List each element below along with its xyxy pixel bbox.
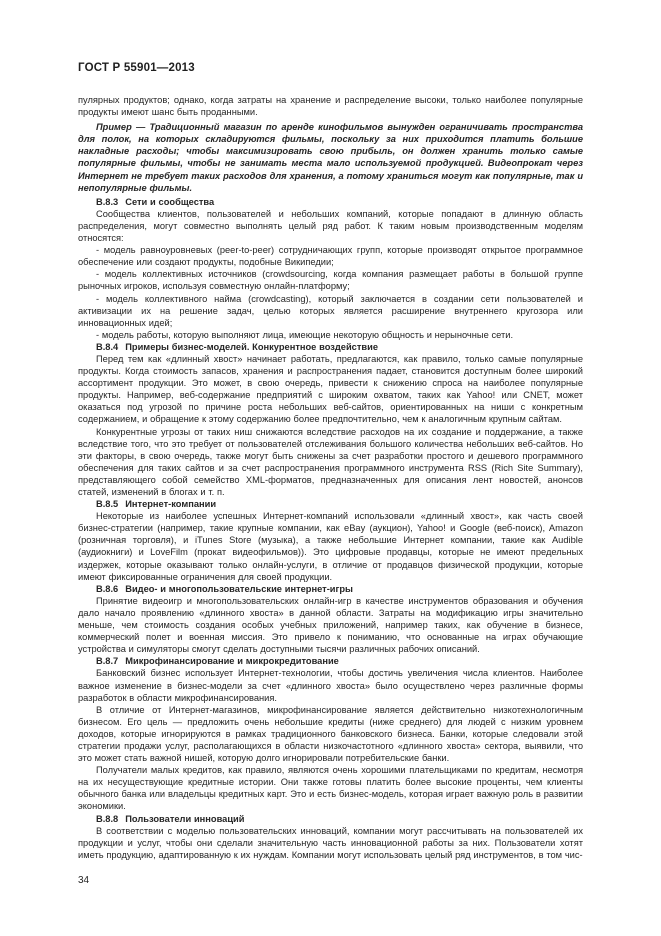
section-number: В.8.6 [96, 583, 119, 594]
paragraph: Конкурентные угрозы от таких ниш снижаются вследствие расходов на их создание и поддержание, а также вследствие того, что это требует от пользователей отслеживания большого количества небольших веб-сайтов. Но эти факторы, в свою очередь, также могут быть снижены за счет разработки простого и дешевого программного обеспечения для таких сайтов и за счет распространения программного инструмента RSS (Rich Site Summary), представляющего собой семейство XML-форматов, предназначенных для описания лент новостей, анонсов статей, изменений в блогах и т. п. [78, 426, 583, 497]
section-heading-b8-6 [78, 583, 583, 595]
list-item-crowdsourcing: - модель коллективных источников (crowdsourcing, когда компания размещает работы в большой группе рыночных игроков, используя совместную онлайн-платформу; [78, 269, 583, 292]
paragraph-continuation: пулярных продуктов; однако, когда затраты на хранение и распределение высоки, только наиболее популярные продукты имеют шанс быть проданными. [78, 95, 583, 118]
example-paragraph: Пример — Традиционный магазин по аренде кинофильмов вынужден ограничивать пространства для полок, на которых складируются фильмы, поскольку за них приходится платить большие накладные расходы; чтобы максимизировать свою прибыль, он должен хранить только самые популярные фильмы, чтобы не занимать места мало используемой продукцией. Видеопрокат через Интернет не требует таких расходов для хранения, а потому храниться могут как популярные, так и непопулярные фильмы. [78, 122, 583, 193]
section-heading-b8-4 [78, 341, 583, 353]
section-title: Интернет-компании [125, 499, 217, 510]
section-number: В.8.7 [96, 656, 119, 667]
paragraph: Сообщества клиентов, пользователей и небольших компаний, которые попадают в длинную область распределения, могут совместно выполнять целый ряд работ. К таким новым производственным моделям относятся: [78, 208, 583, 244]
section-heading-b8-7 [78, 655, 583, 667]
paragraph: Перед тем как «длинный хвост» начинает работать, предлагаются, как правило, только самые популярные продукты. Когда стоимость запасов, хранения и распространения падает, становится доступным более широкий ассортимент продукции. Это может, в свою очередь, привести к снижению спроса на наиболее популярные продукты. Например, веб-содержание предприятий с широким охватом, таких как Yahoo! или CNET, может оказаться под угрозой по причине роста небольших веб-сайтов, ориентированных на ниши с конкретным содержанием, и обращение к этому содержанию более предпочтительно, чем к аналогичным крупным сайтам. [78, 353, 583, 425]
list-item-peer-to-peer: - модель равноуровневых (peer-to-peer) сотрудничающих групп, которые производят открытое программное обеспечение или создают продукты, подобные Википедии; [78, 245, 583, 268]
section-number: В.8.5 [96, 499, 119, 510]
paragraph: Банковский бизнес использует Интернет-технологии, чтобы достичь увеличения числа клиентов. Наиболее важное изменение в бизнес-модели за счет «длинного хвоста» было осуществлено через различные формы разработок в области микрофинансирования. [78, 668, 583, 703]
section-title: Видео- и многопользовательские интернет-игры [125, 583, 353, 594]
document-body [78, 94, 583, 861]
section-number: В.8.8 [96, 813, 119, 824]
section-heading-b8-3 [78, 196, 583, 208]
section-heading-b8-5 [78, 498, 583, 510]
paragraph: Получатели малых кредитов, как правило, являются очень хорошими плательщиками по кредитам, несмотря на их несуществующие кредитные истории. Они также готовы платить более высокие проценты, чем клиенты обычного банка или владельцы кредитных карт. Это и есть бизнес-модель, которая играет важную роль в развитии экономики. [78, 765, 583, 812]
list-item-crowdcasting: - модель коллективного найма (crowdcasting), который заключается в создании сети пользователей и активизации их на решение задач, целью которых является расширение внутреннего кругозора или инновационных идей; [78, 293, 583, 328]
page-number: 34 [78, 874, 90, 886]
list-item-nonmarket-networks: - модель работы, которую выполняют лица, имеющие некоторую общность и нерыночные сети. [96, 329, 514, 340]
section-number: В.8.4 [96, 341, 119, 352]
section-title: Микрофинансирование и микрокредитование [125, 656, 339, 667]
section-number: В.8.3 [96, 196, 119, 207]
section-title: Пользователи инноваций [125, 813, 245, 824]
paragraph: Принятие видеоигр и многопользовательских онлайн-игр в качестве инструментов образования и обучения дало начало проявлению «длинного хвоста» в данной области. Затраты на модификацию игры значительно меньше, чем стоимость создания особых учебных приложений, например таких, как обучение в бизнесе, коммерческий полет и военная миссия. Это привело к пониманию, что основанные на играх обучающие устройства и симуляторы смогут сделать доступными тысячи различных рабочих описаний. [78, 595, 583, 655]
section-heading-b8-8 [78, 813, 583, 825]
section-title: Примеры бизнес-моделей. Конкурентное воздействие [125, 341, 379, 352]
running-header: ГОСТ Р 55901—2013 [78, 62, 195, 74]
section-title: Сети и сообщества [125, 196, 215, 207]
paragraph: В соответствии с моделью пользовательских инноваций, компании могут рассчитывать на пользователей их продукции и услуг, чтобы они сделали значительную часть инновационной работы за них. Пользователи хотят иметь продукцию, адаптированную к их нуждам. Компании могут использовать целый ряд инструментов, в том чис- [78, 825, 583, 860]
paragraph: Некоторые из наиболее успешных Интернет-компаний использовали «длинный хвост», как часть своей бизнес-стратегии (например, такие крупные компании, как eBay (аукцион), Yahoo! и Google (веб-поиск), Amazon (розничная торговля), и iTunes Store (музыка), а также небольшие Интернет компании, такие как Audible (аудиокниги) и LoveFilm (прокат видеофильмов)). Это цифровые продавцы, которые не имеют предельных издержек, которые оказывают только онлайн-услуги, в отличие от продавцов физической продукции, которые имеют фиксированные ограничения для своей продукции. [78, 511, 583, 582]
paragraph: В отличие от Интернет-магазинов, микрофинансирование является действительно низкотехнологичным бизнесом. Его цель — предложить очень небольшие кредиты (ниже среднего) для людей с низким уровнем доходов, которые игнорируются в рамках традиционного банковского бизнеса. Банки, которые следовали этой стратегии продажи услуг, располагающихся в области низкочастотного «длинного хвоста» сектора, выявили, что это может стать важной нишей, которую долго игнорировали потребительские банки. [78, 704, 583, 764]
